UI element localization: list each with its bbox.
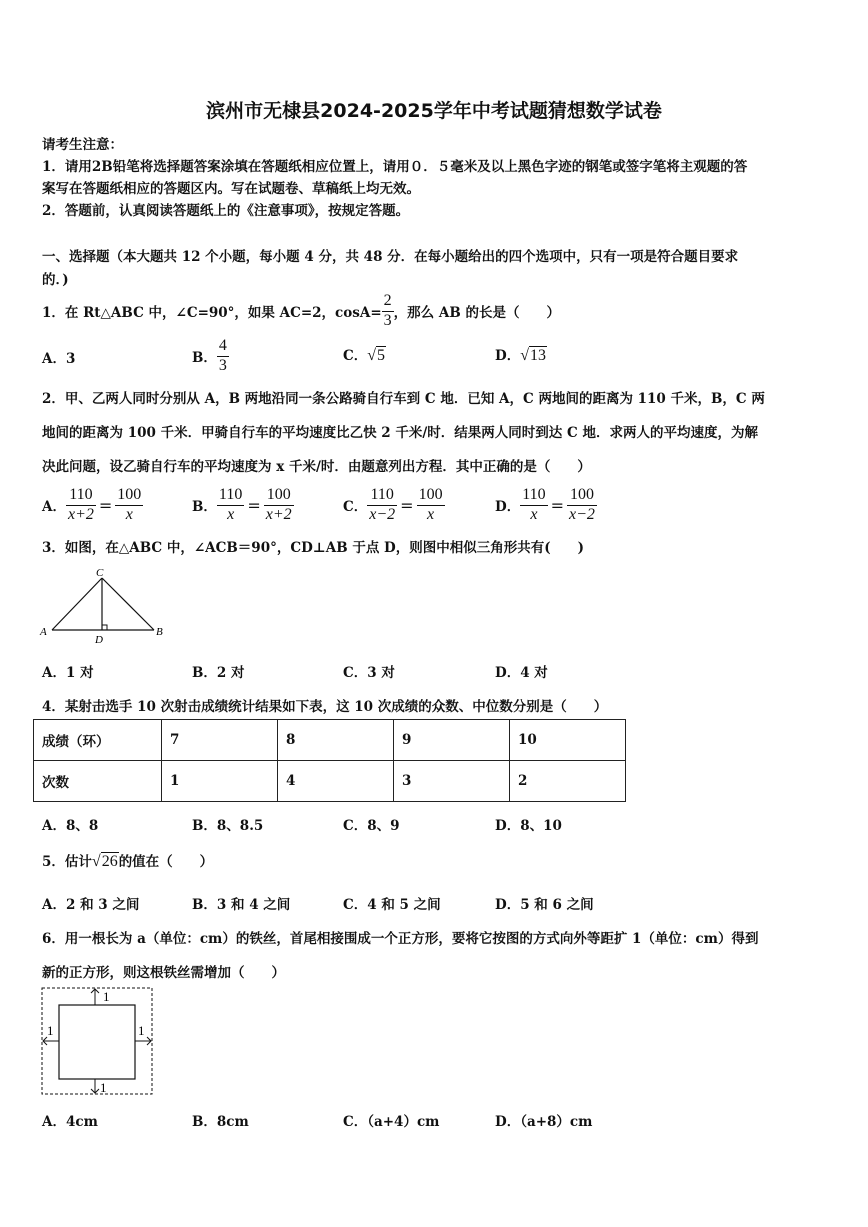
q2-b-left-num: 110 xyxy=(217,486,244,505)
q3-option-b: B．2 对 xyxy=(192,665,245,681)
q2-option-b-label: B． xyxy=(192,499,217,515)
q1-option-b-fraction xyxy=(217,337,229,375)
table-cell: 成绩（环） xyxy=(34,720,162,761)
q5-option-b: B．3 和 4 之间 xyxy=(192,897,291,913)
q6-label-left: 1 xyxy=(47,1023,54,1038)
question-2-line-2: 地间的距离为 100 千米．甲骑自行车的平均速度比乙快 2 千米/时．结果两人同时到达 C 地．求两人的平均速度，为解 xyxy=(42,425,758,441)
table-row xyxy=(34,761,626,802)
q3-option-a: A．1 对 xyxy=(42,665,94,681)
q2-b-right-num: 100 xyxy=(264,486,294,505)
q3-label-a: A xyxy=(40,626,47,638)
q1-option-d-sqrt: √13 xyxy=(520,347,546,364)
q1-stem-text-b: ，那么 AB 的长是（ ） xyxy=(393,305,560,321)
q2-c-left-frac xyxy=(367,486,397,524)
q1-option-d xyxy=(495,344,547,365)
question-6-line-1: 6．用一根长为 a（单位：cm）的铁丝，首尾相接围成一个正方形，要将它按图的方式向外等距扩 1（单位：cm）得到 xyxy=(42,931,759,947)
question-5-stem xyxy=(42,850,213,871)
table-cell: 4 xyxy=(278,761,394,802)
q5-radicand: 26 xyxy=(101,853,118,870)
q3-right-angle-mark xyxy=(102,625,107,630)
section-heading-line-1: 一、选择题（本大题共 12 个小题，每小题 4 分，共 48 分．在每小题给出的四个选项中，只有一项是符合题目要求 xyxy=(42,249,739,265)
q2-a-left-frac xyxy=(66,486,96,524)
table-cell: 3 xyxy=(394,761,510,802)
q5-stem-text-a: 5．估计 xyxy=(42,854,92,870)
q2-b-equals: = xyxy=(247,495,261,515)
q6-option-d: D．（a+8）cm xyxy=(495,1114,593,1130)
q1-d-radicand: 13 xyxy=(530,347,546,364)
q4-option-c: C．8、9 xyxy=(343,818,400,834)
q1-frac-num: 2 xyxy=(382,292,394,311)
q2-a-left-den: x+2 xyxy=(67,505,94,523)
table-cell: 7 xyxy=(162,720,278,761)
q2-a-right-num: 100 xyxy=(115,486,143,505)
q2-c-right-num: 100 xyxy=(417,486,445,505)
q2-d-right-num: 100 xyxy=(567,486,597,505)
q2-d-right-den: x−2 xyxy=(569,505,595,523)
table-row xyxy=(34,720,626,761)
q1-stem-text-a: 1．在 Rt△ABC 中，∠C=90°，如果 AC=2，cosA= xyxy=(42,305,382,321)
q3-option-c: C．3 对 xyxy=(343,665,395,681)
q2-option-a xyxy=(42,482,143,528)
table-cell: 8 xyxy=(278,720,394,761)
q1-option-b xyxy=(192,335,229,377)
q2-c-right-den: x xyxy=(427,505,435,523)
q3-triangle-figure xyxy=(38,564,168,646)
q2-option-a-label: A． xyxy=(42,499,66,515)
q1-option-d-label: D． xyxy=(495,348,521,364)
q1-fraction xyxy=(382,292,394,330)
q6-inner-square xyxy=(59,1005,135,1079)
table-cell: 2 xyxy=(510,761,626,802)
q1-option-b-label: B． xyxy=(192,350,217,366)
q1-c-radicand: 5 xyxy=(377,347,386,364)
q2-d-left-num: 110 xyxy=(520,486,547,505)
q2-b-right-den: x+2 xyxy=(265,505,292,523)
q2-option-c-label: C． xyxy=(343,499,368,515)
notice-line-1: 1．请用2B铅笔将选择题答案涂填在答题纸相应位置上，请用０．５毫米及以上黑色字迹的钢笔或签字笔将主观题的答 xyxy=(42,159,748,175)
q3-option-d: D．4 对 xyxy=(495,665,548,681)
q2-d-right-frac xyxy=(567,486,597,524)
q2-option-c xyxy=(343,482,445,528)
section-heading-line-2: 的．) xyxy=(42,272,69,288)
q5-option-a: A．2 和 3 之间 xyxy=(42,897,140,913)
q1-option-c-label: C． xyxy=(343,348,368,364)
q1-b-den: 3 xyxy=(218,356,227,374)
q6-label-right: 1 xyxy=(138,1023,145,1038)
notice-heading: 请考生注意： xyxy=(42,137,123,153)
q3-label-d: D xyxy=(95,634,103,646)
table-cell: 9 xyxy=(394,720,510,761)
q3-side-cb xyxy=(102,578,154,630)
q6-option-b: B．8cm xyxy=(192,1114,249,1130)
q2-option-d-label: D． xyxy=(495,499,521,515)
q2-b-left-den: x xyxy=(227,505,235,523)
page-title: 滨州市无棣县2024-2025学年中考试题猜想数学试卷 xyxy=(206,100,662,122)
q2-c-right-frac xyxy=(417,486,445,524)
table-cell: 次数 xyxy=(34,761,162,802)
q2-c-left-den: x−2 xyxy=(369,505,396,523)
notice-line-2: 案写在答题纸相应的答题区内。写在试题卷、草稿纸上均无效。 xyxy=(42,181,420,197)
table-cell: 10 xyxy=(510,720,626,761)
q2-a-equals: = xyxy=(98,495,113,515)
q2-option-b xyxy=(192,482,294,528)
q2-b-right-frac xyxy=(264,486,294,524)
q3-label-b: B xyxy=(156,626,163,638)
q6-label-top: 1 xyxy=(103,989,110,1004)
q4-option-a: A．8、8 xyxy=(42,818,99,834)
q5-option-c: C．4 和 5 之间 xyxy=(343,897,441,913)
q2-a-left-num: 110 xyxy=(66,486,96,505)
q3-side-ac xyxy=(52,578,102,630)
q5-option-d: D．5 和 6 之间 xyxy=(495,897,594,913)
question-1-stem xyxy=(42,290,560,332)
q2-d-left-den: x xyxy=(530,505,538,523)
q2-a-right-frac xyxy=(115,486,143,524)
q6-label-bottom: 1 xyxy=(100,1080,107,1095)
notice-line-3: 2．答题前，认真阅读答题纸上的《注意事项》，按规定答题。 xyxy=(42,203,410,219)
q3-label-c: C xyxy=(96,567,104,579)
q1-b-num: 4 xyxy=(217,337,229,356)
q1-option-c-sqrt: √5 xyxy=(367,347,386,364)
q5-stem-text-b: 的值在（ ） xyxy=(118,854,214,870)
q4-score-table xyxy=(33,719,626,802)
q5-sqrt: √26 xyxy=(91,853,118,870)
q2-option-d xyxy=(495,482,597,528)
question-2-line-1: 2．甲、乙两人同时分别从 A，B 两地沿同一条公路骑自行车到 C 地．已知 A，C 两地间的距离为 110 千米，B，C 两 xyxy=(42,391,765,407)
q2-c-left-num: 110 xyxy=(367,486,397,505)
q1-frac-den: 3 xyxy=(383,311,392,329)
q2-a-right-den: x xyxy=(125,505,133,523)
question-2-line-3: 决此问题，设乙骑自行车的平均速度为 x 千米/时．由题意列出方程．其中正确的是（ ） xyxy=(42,459,591,475)
q2-d-equals: = xyxy=(550,495,565,515)
question-6-line-2: 新的正方形，则这根铁丝需增加（ ） xyxy=(42,965,285,981)
q2-d-left-frac xyxy=(520,486,547,524)
q6-option-a: A．4cm xyxy=(42,1114,98,1130)
question-4-stem: 4．某射击选手 10 次射击成绩统计结果如下表，这 10 次成绩的众数、中位数分别是（ ） xyxy=(42,699,608,715)
q4-option-d: D．8、10 xyxy=(495,818,562,834)
q1-option-c xyxy=(343,344,386,365)
q1-option-a: A．3 xyxy=(42,351,76,367)
q4-option-b: B．8、8.5 xyxy=(192,818,264,834)
q6-option-c: C．（a+4）cm xyxy=(343,1114,440,1130)
table-cell: 1 xyxy=(162,761,278,802)
question-3-stem: 3．如图，在△ABC 中，∠ACB＝90°，CD⊥AB 于点 D，则图中相似三角形共有( ) xyxy=(42,540,585,556)
q6-square-figure xyxy=(38,985,156,1097)
q2-b-left-frac xyxy=(217,486,244,524)
q2-c-equals: = xyxy=(400,495,414,515)
